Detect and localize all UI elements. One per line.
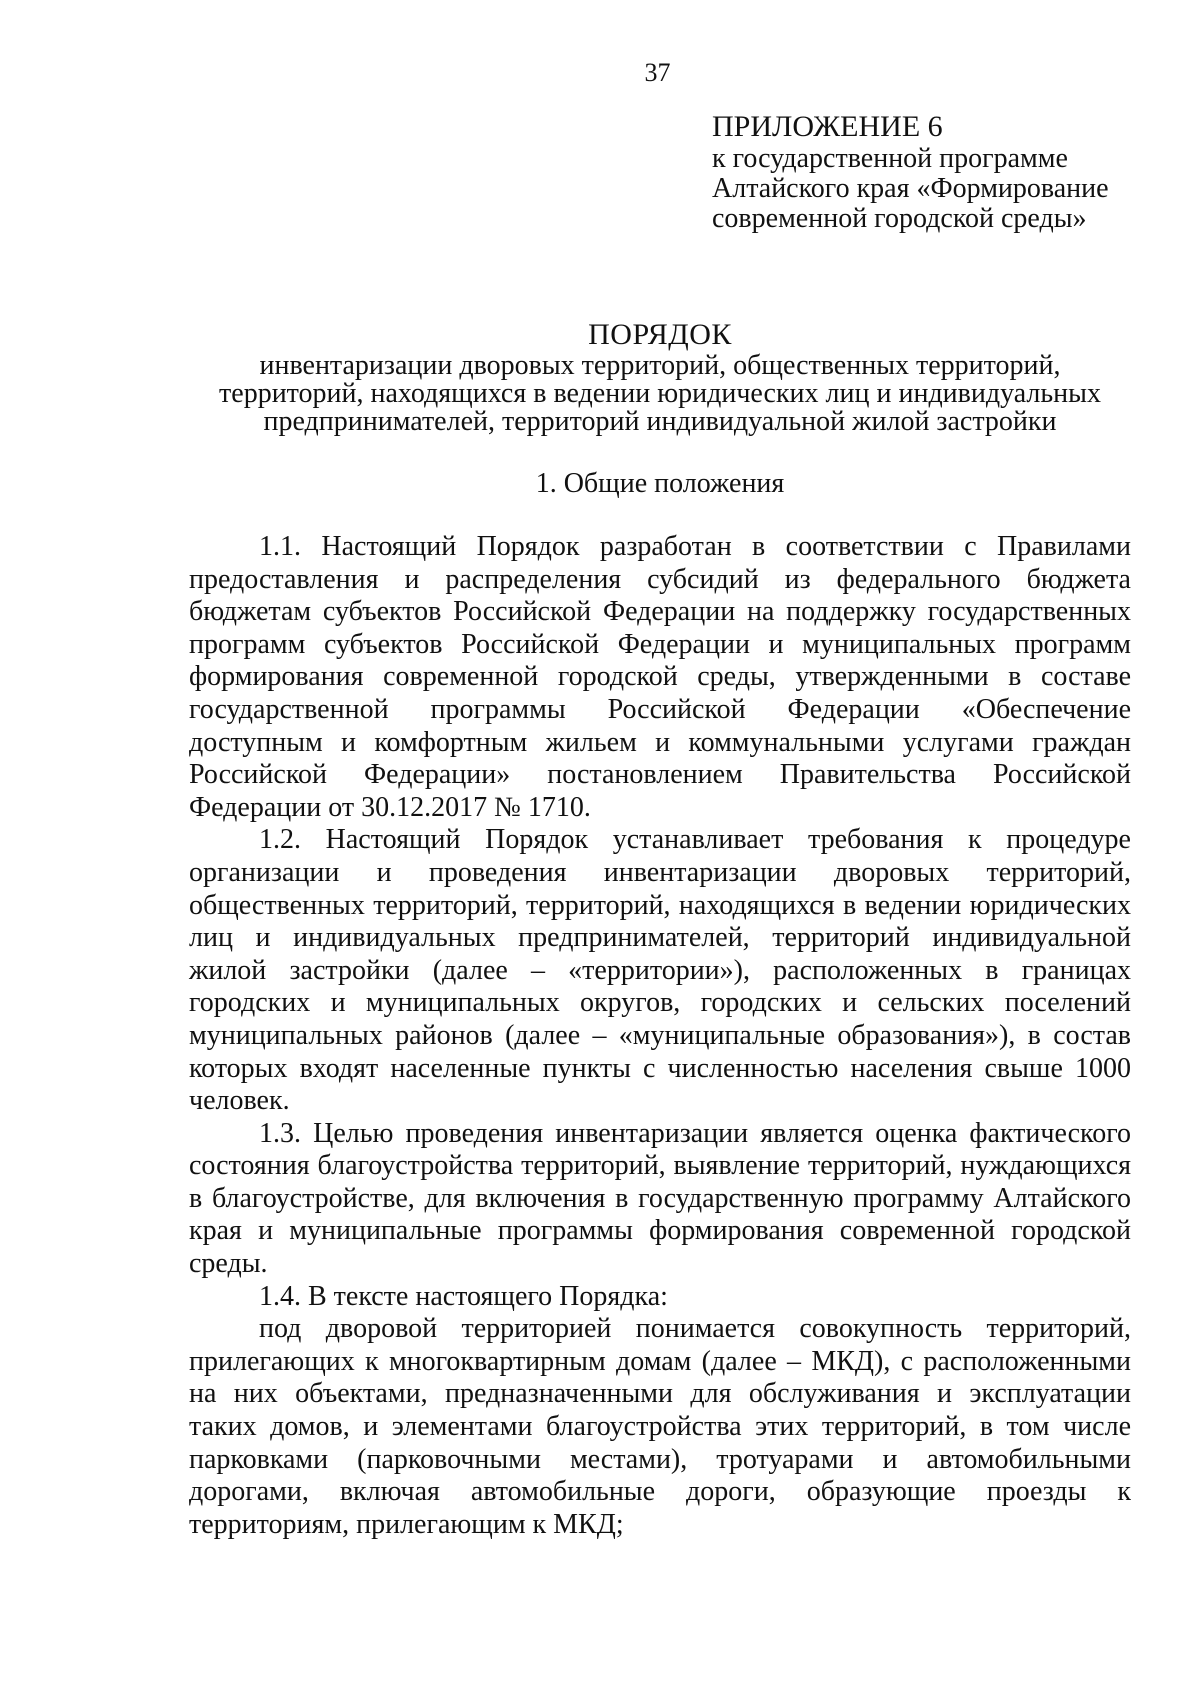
paragraph-1-4: 1.4. В тексте настоящего Порядка: [259, 1280, 668, 1312]
appendix-block [712, 110, 1109, 234]
document-subtitle-line: территорий, находящихся в ведении юридических лиц и индивидуальных [219, 378, 1101, 409]
appendix-line: к государственной программе [712, 143, 1068, 174]
appendix-line: Алтайского края «Формирование [712, 173, 1109, 204]
document-subtitle-line: инвентаризации дворовых территорий, общественных территорий, [259, 350, 1061, 381]
appendix-title: ПРИЛОЖЕНИЕ 6 [712, 110, 943, 143]
document-title-block [190, 318, 1130, 436]
page-number: 37 [644, 58, 671, 87]
paragraph-definition-yard: под дворовой территорией понимается совокупность территорий, прилегающих к многоквартирным домам (далее – МКД), с расположенными на них объектами, предназначенными для обслуживания и эксплуатации таких домов, и элементами благоустройства этих территорий, в том числе парковками (парковочными местами), тротуарами и автомобильными дорогами, включая автомобильные дороги, образующие проезды к территориям, прилегающим к МКД; [189, 1313, 1131, 1540]
paragraph-1-2: 1.2. Настоящий Порядок устанавливает требования к процедуре организации и проведения инвентаризации дворовых территорий, общественных территорий, территорий, находящихся в ведении юридических лиц и индивидуальных предпринимателей, территорий индивидуальной жилой застройки (далее – «территории»), расположенных в границах городских и муниципальных округов, городских и сельских поселений муниципальных районов (далее – «муниципальные образования»), в состав которых входят населенные пункты с численностью населения свыше 1000 человек. [189, 824, 1131, 1117]
section-heading: 1. Общие положения [535, 468, 785, 499]
section-body [189, 531, 1131, 1541]
document-subtitle-line: предпринимателей, территорий индивидуальной жилой застройки [263, 406, 1057, 437]
paragraph-1-1: 1.1. Настоящий Порядок разработан в соответствии с Правилами предоставления и распределения субсидий из федерального бюджета бюджетам субъектов Российской Федерации на поддержку государственных программ субъектов Российской Федерации и муниципальных программ формирования современной городской среды, утвержденными в составе государственной программы Российской Федерации «Обеспечение доступным и комфортным жильем и коммунальными услугами граждан Российской Федерации» постановлением Правительства Российской Федерации от 30.12.2017 № 1710. [189, 531, 1131, 823]
paragraph-1-3: 1.3. Целью проведения инвентаризации является оценка фактического состояния благоустройства территорий, выявление территорий, нуждающихся в благоустройстве, для включения в государственную программу Алтайского края и муниципальные программы формирования современной городской среды. [189, 1117, 1131, 1280]
document-title: ПОРЯДОК [588, 318, 732, 351]
appendix-line: современной городской среды» [712, 203, 1087, 234]
